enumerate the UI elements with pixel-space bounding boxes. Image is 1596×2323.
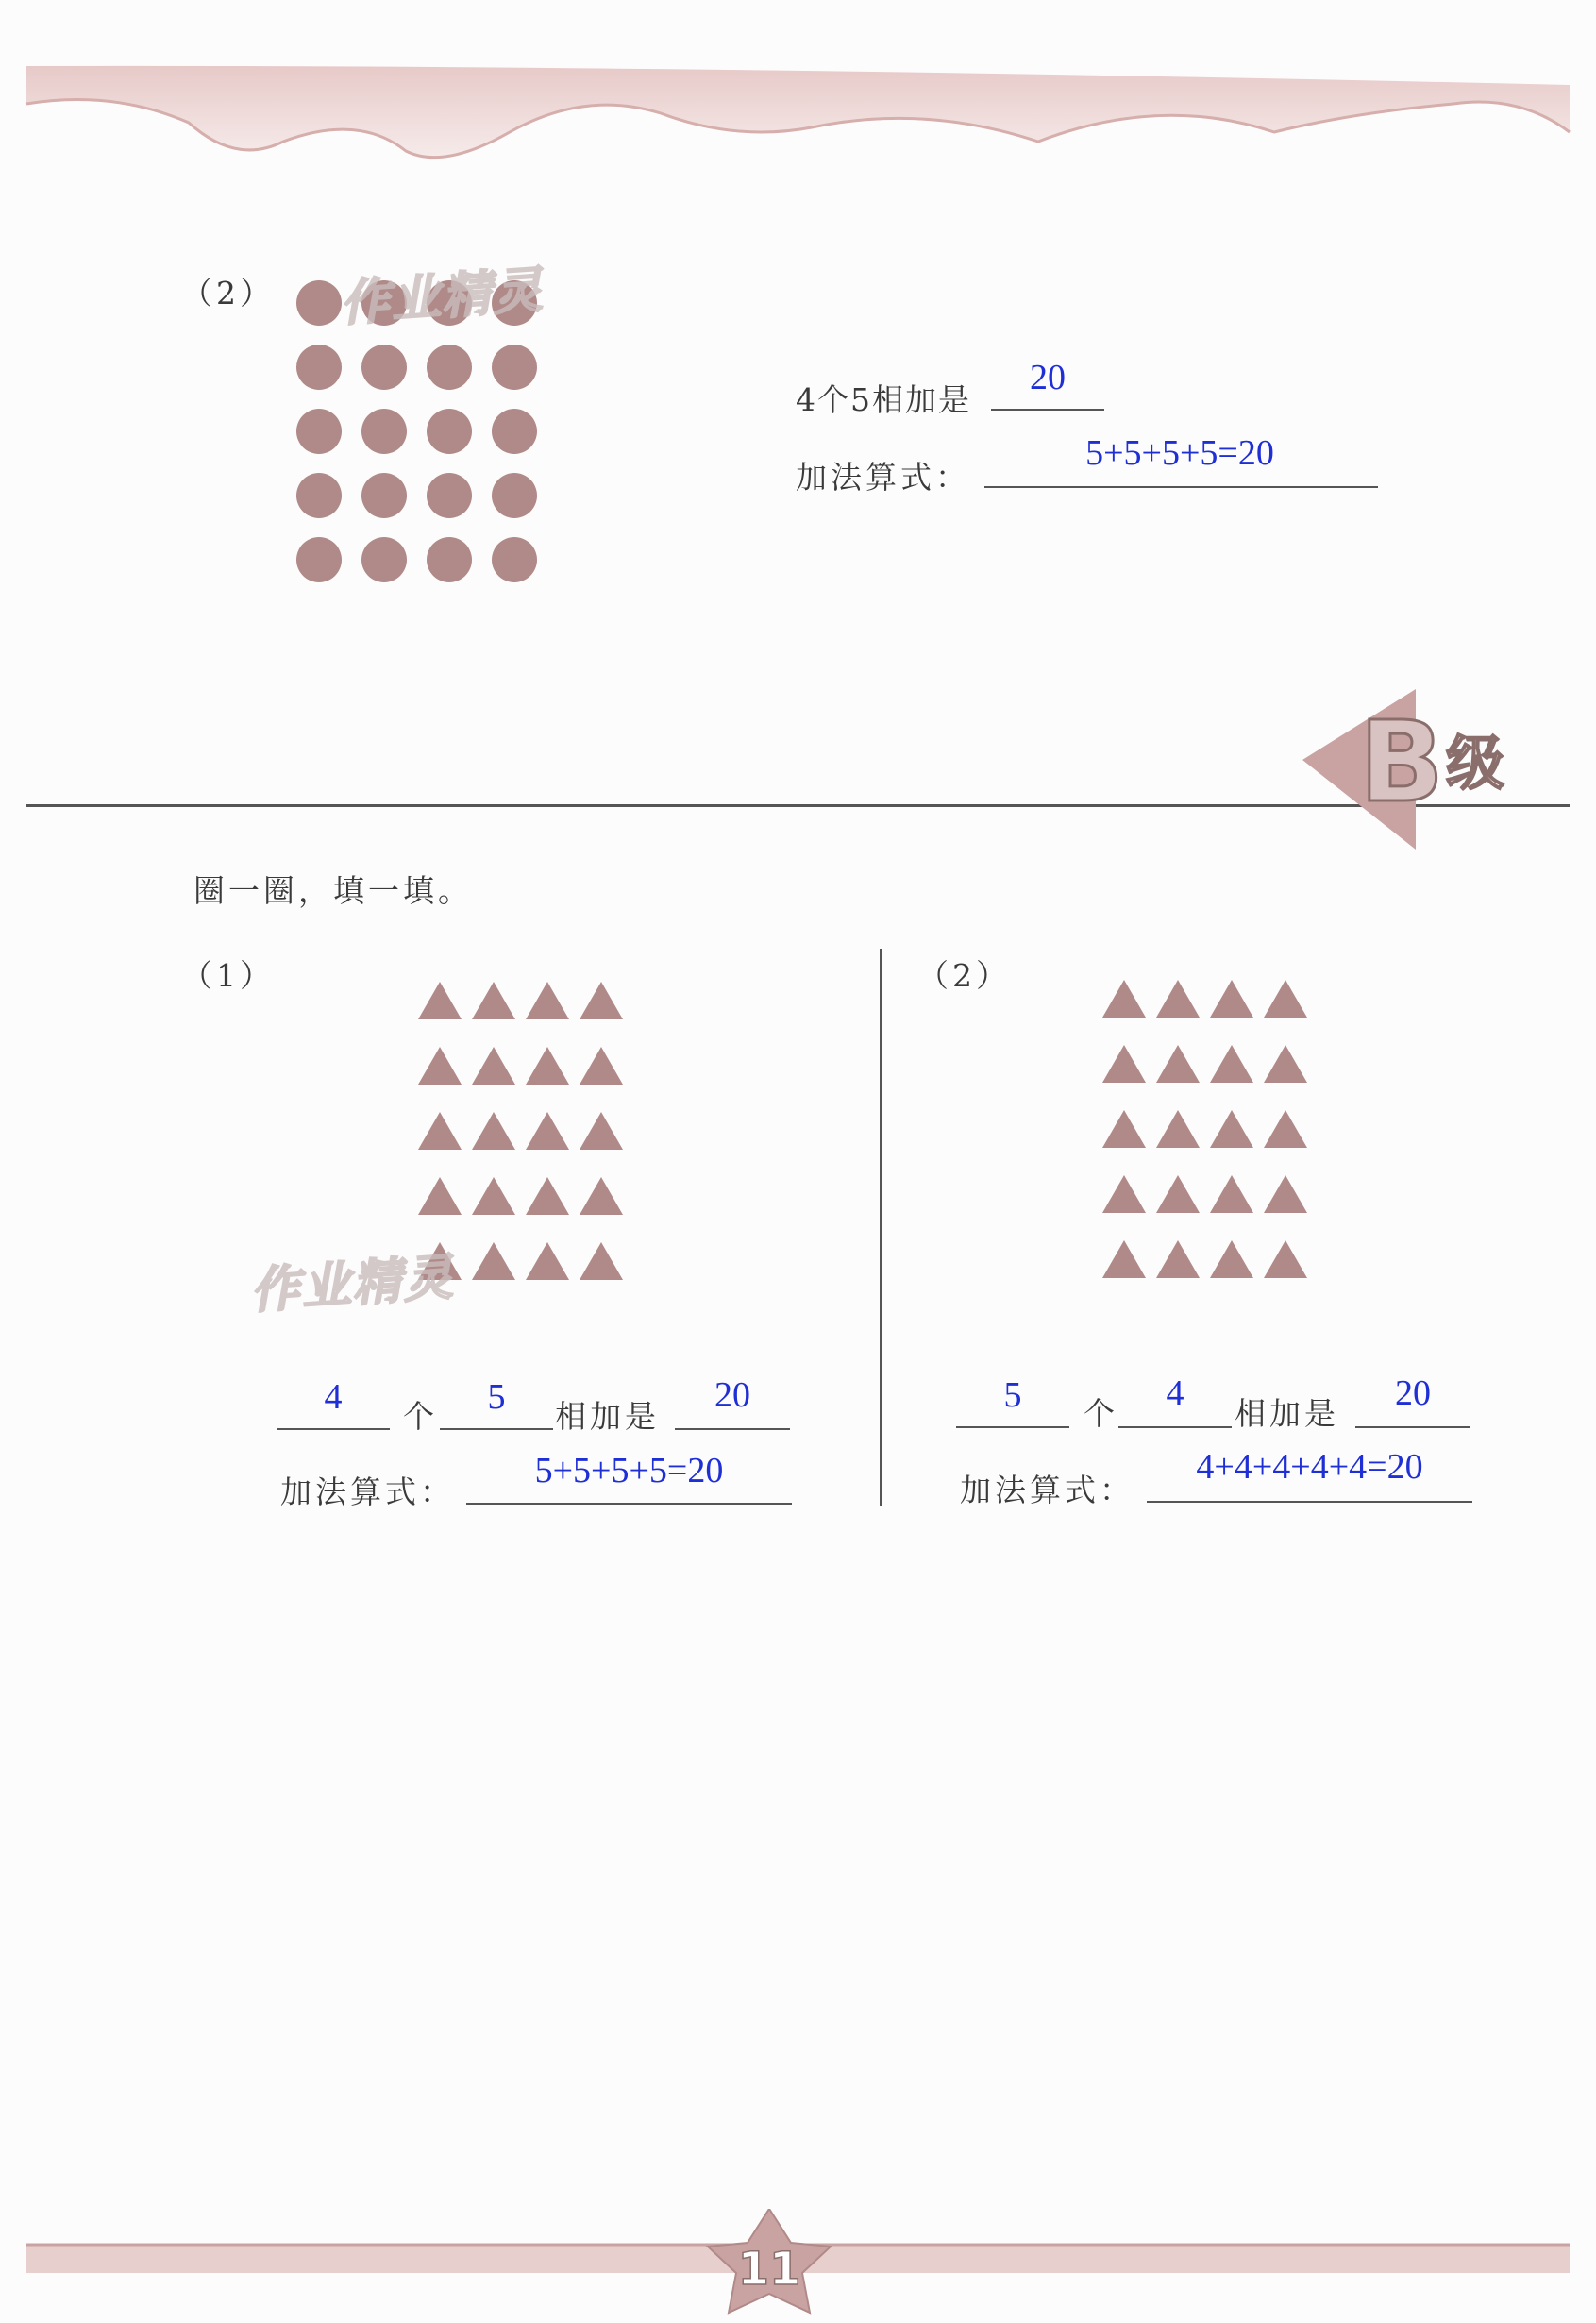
triangle <box>418 982 462 1019</box>
triangle <box>472 1242 515 1280</box>
right-ge: 个 <box>1084 1395 1118 1432</box>
left-blank1-line <box>277 1428 390 1430</box>
triangle <box>1264 1240 1307 1278</box>
top-q1-blank <box>991 409 1104 411</box>
top-q2-answer[interactable]: 5+5+5+5=20 <box>1085 433 1274 473</box>
triangle <box>580 1047 623 1085</box>
top-q1-answer[interactable]: 20 <box>1030 358 1066 397</box>
triangle <box>418 1047 462 1085</box>
left-blank3-answer[interactable]: 20 <box>714 1375 750 1415</box>
top-q1-text: 4个5相加是 <box>796 381 971 418</box>
triangle <box>580 1177 623 1215</box>
dot <box>296 409 342 454</box>
triangle <box>580 982 623 1019</box>
triangle <box>1210 1045 1253 1083</box>
watermark-middle: 作业精灵 <box>248 1249 457 1321</box>
right-formula-label: 加法算式： <box>960 1472 1134 1508</box>
triangle <box>1102 1045 1146 1083</box>
left-ge: 个 <box>403 1398 438 1435</box>
triangle <box>1210 1175 1253 1213</box>
triangle <box>1102 1175 1146 1213</box>
left-blank2-answer[interactable]: 5 <box>487 1377 506 1417</box>
left-blank3-line <box>675 1428 790 1430</box>
triangle <box>1156 1240 1200 1278</box>
dot <box>296 473 342 518</box>
triangle <box>526 1047 569 1085</box>
left-formula-answer[interactable]: 5+5+5+5=20 <box>534 1451 724 1490</box>
triangle <box>580 1242 623 1280</box>
dot <box>361 345 407 390</box>
triangle <box>1264 1175 1307 1213</box>
triangle <box>1210 1110 1253 1148</box>
dot <box>427 409 472 454</box>
triangle <box>418 1177 462 1215</box>
right-formula-line <box>1147 1501 1472 1503</box>
dot <box>427 473 472 518</box>
triangle <box>1156 1110 1200 1148</box>
triangle <box>1264 1110 1307 1148</box>
triangle <box>526 1177 569 1215</box>
triangle <box>472 1112 515 1150</box>
right-blank1-answer[interactable]: 5 <box>1003 1375 1022 1415</box>
right-blank3-line <box>1355 1426 1470 1428</box>
top-q2-label: 加法算式： <box>796 459 970 496</box>
instruction-text: 圈一圈，填一填。 <box>193 872 473 909</box>
top-scallop-border <box>0 0 1596 189</box>
dot <box>361 409 407 454</box>
top-section-label: （2） <box>181 275 275 311</box>
b-letter: B <box>1359 697 1444 827</box>
triangle <box>526 982 569 1019</box>
column-divider <box>880 949 882 1506</box>
dot <box>296 345 342 390</box>
left-blank1-answer[interactable]: 4 <box>324 1377 343 1417</box>
watermark-top: 作业精灵 <box>338 261 546 333</box>
right-blank2-line <box>1118 1426 1232 1428</box>
page-number: 11 <box>737 2243 801 2296</box>
dot <box>427 537 472 582</box>
left-problem-label: （1） <box>181 957 275 994</box>
triangle <box>472 1177 515 1215</box>
dot <box>427 345 472 390</box>
dot <box>492 473 537 518</box>
triangle <box>472 982 515 1019</box>
right-blank1-line <box>956 1426 1069 1428</box>
triangle <box>580 1112 623 1150</box>
right-xiangjia: 相加是 <box>1235 1395 1339 1432</box>
triangle <box>472 1047 515 1085</box>
triangle <box>418 1112 462 1150</box>
right-problem-label: （2） <box>917 957 1011 994</box>
top-q2-blank <box>984 486 1378 488</box>
ji-char: 级 <box>1446 729 1505 798</box>
triangle <box>1264 980 1307 1018</box>
dot <box>492 345 537 390</box>
right-blank2-answer[interactable]: 4 <box>1166 1373 1184 1413</box>
triangle <box>1156 1045 1200 1083</box>
left-xiangjia: 相加是 <box>555 1398 660 1435</box>
triangle <box>1264 1045 1307 1083</box>
triangle <box>1210 1240 1253 1278</box>
triangle <box>1156 1175 1200 1213</box>
dot <box>492 537 537 582</box>
dot <box>361 473 407 518</box>
triangle <box>1156 980 1200 1018</box>
left-formula-label: 加法算式： <box>280 1473 455 1510</box>
dot <box>296 280 342 326</box>
triangle <box>1102 980 1146 1018</box>
triangle <box>526 1112 569 1150</box>
triangle <box>1210 980 1253 1018</box>
triangle <box>1102 1110 1146 1148</box>
triangle <box>1102 1240 1146 1278</box>
right-blank3-answer[interactable]: 20 <box>1395 1373 1431 1413</box>
left-formula-line <box>466 1503 792 1505</box>
b-level-badge <box>1293 689 1538 859</box>
right-formula-answer[interactable]: 4+4+4+4+4=20 <box>1196 1447 1423 1487</box>
left-blank2-line <box>440 1428 553 1430</box>
bottom-border <box>0 2209 1596 2323</box>
dot <box>492 409 537 454</box>
dot <box>296 537 342 582</box>
triangle <box>526 1242 569 1280</box>
dot <box>361 537 407 582</box>
